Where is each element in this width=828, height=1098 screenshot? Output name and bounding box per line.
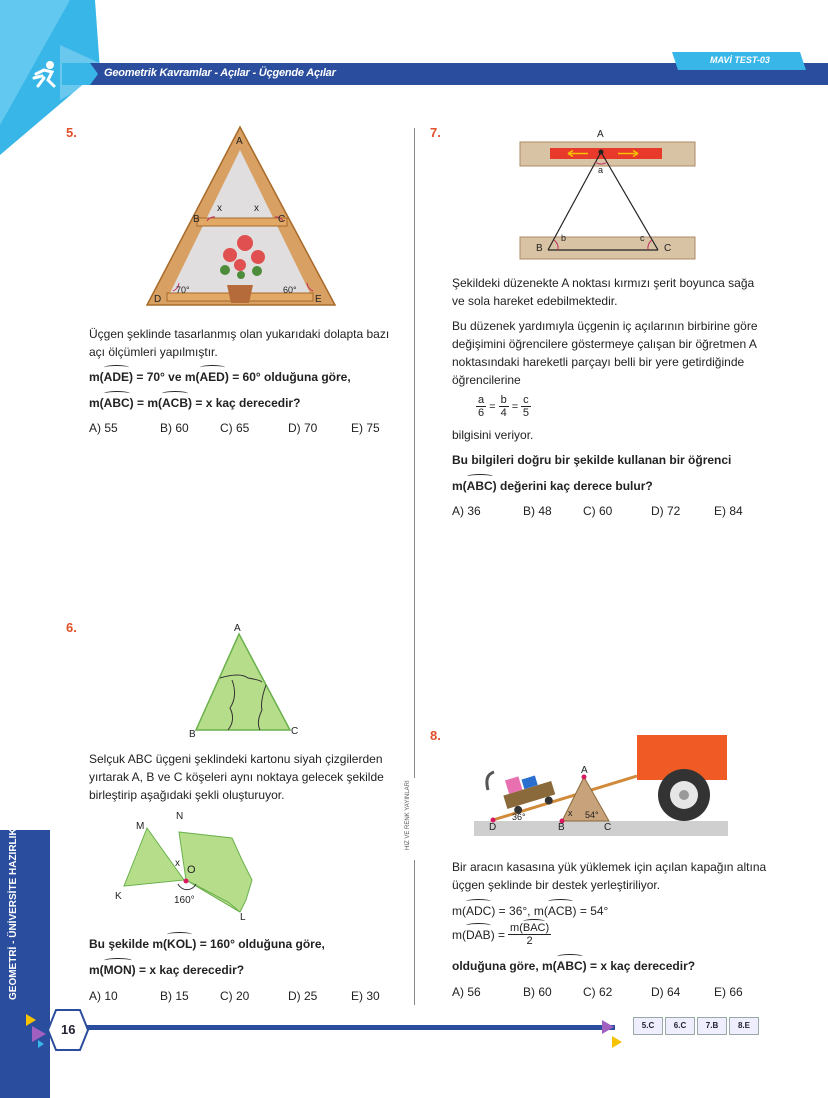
q5-label-C: C [278,214,286,225]
q5-condition-1: m(ADE) = 70° ve m(AED) = 60° olduğuna göre, [89,370,351,384]
q6-label-160: 160° [174,895,195,906]
q7-number: 7. [430,125,441,140]
q6-choice-A[interactable]: A) 10 [89,989,118,1003]
q7-text-2: Bu düzenek yardımıyla üçgenin iç açılarının birbirine göre değişimini öğrencilere göstermeye çalışan bir öğretmen A noktasındaki hareketli parçayı belli bir yere getirdiğinde öğrencilerine [452,319,758,387]
q8-choice-D[interactable]: D) 64 [651,985,681,999]
q7-label-c: c [640,233,645,243]
answer-key-8: 8.E [729,1017,759,1035]
q6-label-M: M [136,821,145,832]
q6-condition-2: m(MON) = x kaç derecedir? [89,963,245,977]
q5-choice-B[interactable]: B) 60 [160,421,189,435]
q6-label-K: K [115,891,122,902]
q6-choice-C[interactable]: C) 20 [220,989,250,1003]
answer-key-5: 5.C [633,1017,663,1035]
q7-condition-1: Bu bilgileri doğru bir şekilde kullanan bir öğrenci [452,453,732,467]
q8-label-A: A [581,765,588,776]
q8-choice-A[interactable]: A) 56 [452,985,481,999]
page-number: 16 [61,1022,76,1037]
sidebar-vertical-label: GEOMETRİ - ÜNİVERSİTE HAZIRLIK [8,828,19,1000]
q7-label-A: A [597,129,604,140]
column-divider-bottom [414,860,415,1005]
publisher-label: HIZ VE RENK YAYINLARI [405,780,411,850]
q5-figure [145,125,345,310]
q8-figure [474,730,730,840]
q5-text: Üçgen şeklinde tasarlanmış olan yukarıdaki dolapta bazı açı ölçümleri yapılmıştır. [89,327,390,359]
q6-choice-B[interactable]: B) 15 [160,989,189,1003]
header-title: Geometrik Kavramlar - Açılar - Üçgende Açılar [104,67,336,79]
q5-label-60: 60° [283,285,297,295]
q8-choice-C[interactable]: C) 62 [583,985,613,999]
q8-number: 8. [430,728,441,743]
q6-label-L: L [240,912,246,923]
q6-label-B: B [189,729,196,740]
q7-condition-2: m(ABC) değerini kaç derece bulur? [452,479,653,493]
q5-choice-D[interactable]: D) 70 [288,421,318,435]
q7-choice-C[interactable]: C) 60 [583,504,613,518]
q5-label-x1: x [217,203,222,214]
q6-label-A: A [234,623,241,634]
q6-label-C: C [291,726,299,737]
footer-bar [70,1025,615,1030]
answer-key-7: 7.B [697,1017,727,1035]
q7-text-3: bilgisini veriyor. [452,428,534,442]
q8-label-36: 36° [512,812,526,822]
q7-choice-A[interactable]: A) 36 [452,504,481,518]
q6-condition-1: Bu şekilde m(KOL) = 160° olduğuna göre, [89,937,325,951]
q6-number: 6. [66,620,77,635]
q8-label-54: 54° [585,810,599,820]
q5-label-D: D [154,294,162,305]
q5-choice-A[interactable]: A) 55 [89,421,118,435]
q7-choice-D[interactable]: D) 72 [651,504,681,518]
runner-icon [30,60,60,90]
q7-ratio: $\frac{a}{6}$ = $\frac{b}{4}$ = $\frac{c}{5}$ [478,394,529,419]
q8-condition: olduğuna göre, m(ABC) = x kaç derecedir? [452,959,696,973]
q8-label-C: C [604,822,612,833]
q5-label-B: B [193,214,200,225]
q8-choice-B[interactable]: B) 60 [523,985,552,999]
q8-text: Bir aracın kasasına yük yüklemek için açılan kapağın altına üçgen şeklinde bir destek yerleştiriliyor. [452,860,767,892]
q7-text-1: Şekildeki düzenekte A noktası kırmızı şerit boyunca sağa ve sola hareket edebilmektedir. [452,276,755,308]
q8-label-B: B [558,822,565,833]
test-label: MAVİ TEST-03 [710,55,770,65]
q8-given-2: m(DAB) = $\frac{\text{m(BAC)}}{2}$ [452,922,550,947]
q5-choice-C[interactable]: C) 65 [220,421,250,435]
column-divider-top [414,128,415,778]
q7-choice-B[interactable]: B) 48 [523,504,552,518]
q7-choice-E[interactable]: E) 84 [714,504,743,518]
answer-key-6: 6.C [665,1017,695,1035]
q6-choice-D[interactable]: D) 25 [288,989,318,1003]
q6-choice-E[interactable]: E) 30 [351,989,380,1003]
q6-label-O: O [187,864,196,876]
q8-label-x: x [568,808,573,818]
q8-label-D: D [489,822,497,833]
q8-choice-E[interactable]: E) 66 [714,985,743,999]
q7-label-C: C [664,243,672,254]
q7-label-B: B [536,243,543,254]
q5-label-x2: x [254,203,259,214]
q7-label-b: b [561,233,567,243]
q6-label-N: N [176,811,184,822]
q6-triangle-figure [190,630,300,735]
q8-given-1: m(ADC) = 36°, m(ACB) = 54° [452,904,609,918]
q5-label-70: 70° [176,285,190,295]
q5-choice-E[interactable]: E) 75 [351,421,380,435]
q5-label-E: E [315,294,322,305]
q5-condition-2: m(ABC) = m(ACB) = x kaç derecedir? [89,396,301,410]
q5-number: 5. [66,125,77,140]
q6-text: Selçuk ABC üçgeni şeklindeki kartonu siyah çizgilerden yırtarak A, B ve C köşeleri aynı noktaya gelecek şekilde birleştirip aşağıdaki şekli oluşturuyor. [89,752,384,802]
q5-label-A: A [236,136,243,147]
q6-label-x: x [175,858,180,869]
q7-label-a: a [598,165,604,175]
footer-triangles-icon [600,1010,630,1060]
